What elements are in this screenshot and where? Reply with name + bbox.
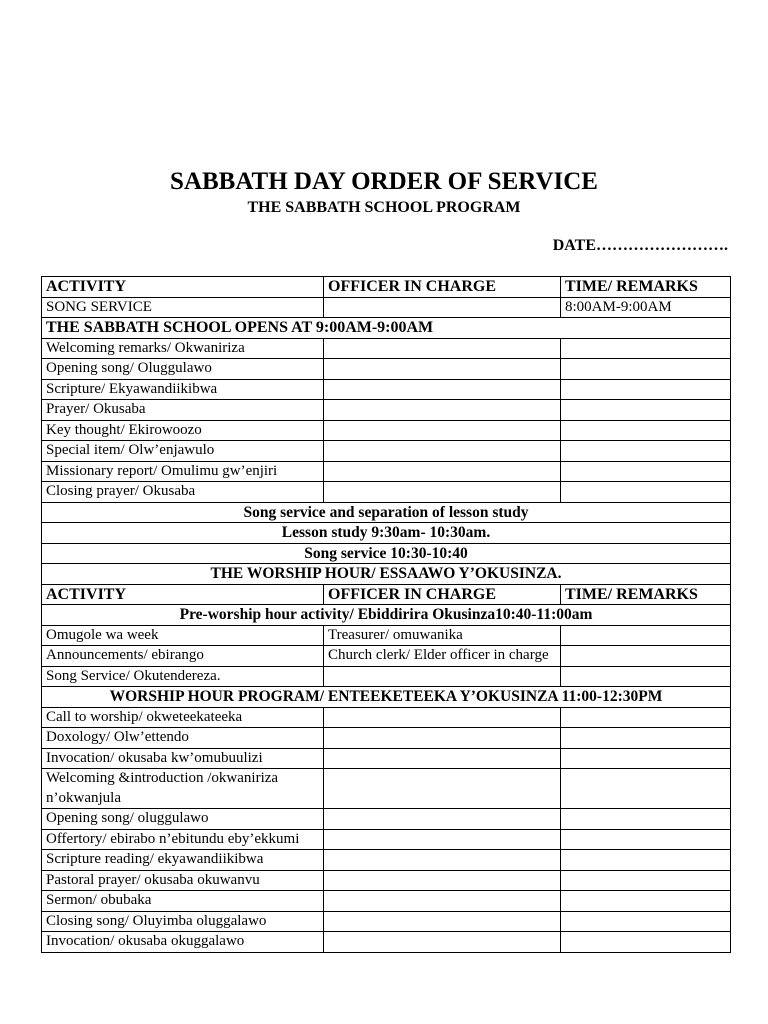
time-cell — [561, 646, 731, 667]
activity-cell: Welcoming &introduction /okwaniriza n’okwanjula — [42, 769, 324, 809]
officer-cell — [324, 891, 561, 912]
table-row — [42, 850, 731, 871]
activity-cell: Closing song/ Oluyimba oluggalawo — [42, 911, 324, 932]
time-cell — [561, 400, 731, 421]
header-activity: ACTIVITY — [42, 584, 324, 605]
time-cell — [561, 891, 731, 912]
date-field: DATE……………………. — [552, 237, 728, 254]
table-row — [42, 728, 731, 749]
time-cell — [561, 625, 731, 646]
activity-cell: Sermon/ obubaka — [42, 891, 324, 912]
section-heading: WORSHIP HOUR PROGRAM/ ENTEEKETEEKA Y’OKUSINZA 11:00-12:30PM — [42, 687, 731, 708]
activity-cell: Closing prayer/ Okusaba — [42, 482, 324, 503]
officer-cell — [324, 441, 561, 462]
section-heading: Song service 10:30-10:40 — [42, 543, 731, 564]
table-row — [42, 769, 731, 809]
officer-cell — [324, 748, 561, 769]
activity-cell: Key thought/ Ekirowoozo — [42, 420, 324, 441]
time-cell — [561, 829, 731, 850]
table-row — [42, 707, 731, 728]
table-row — [42, 441, 731, 462]
activity-cell: Offertory/ ebirabo n’ebitundu eby’ekkumi — [42, 829, 324, 850]
section-row — [42, 543, 731, 564]
officer-cell — [324, 707, 561, 728]
order-of-service-table — [41, 276, 731, 953]
officer-cell — [324, 870, 561, 891]
time-cell — [561, 932, 731, 953]
time-cell — [561, 707, 731, 728]
table-row — [42, 379, 731, 400]
activity-cell: Invocation/ okusaba okuggalawo — [42, 932, 324, 953]
table-row — [42, 461, 731, 482]
officer-cell — [324, 338, 561, 359]
page-title: SABBATH DAY ORDER OF SERVICE — [170, 168, 598, 195]
table-row — [42, 911, 731, 932]
table-row — [42, 297, 731, 318]
officer-cell — [324, 400, 561, 421]
time-cell — [561, 911, 731, 932]
activity-cell: Opening song/ oluggulawo — [42, 809, 324, 830]
officer-cell — [324, 932, 561, 953]
section-heading: Pre-worship hour activity/ Ebiddirira Okusinza10:40-11:00am — [42, 605, 731, 626]
section-row — [42, 318, 731, 339]
table-row — [42, 482, 731, 503]
officer-cell — [324, 420, 561, 441]
officer-cell — [324, 911, 561, 932]
table-row — [42, 400, 731, 421]
section-row — [42, 564, 731, 585]
section-heading: THE SABBATH SCHOOL OPENS AT 9:00AM-9:00AM — [42, 318, 731, 339]
time-cell — [561, 850, 731, 871]
activity-cell: Missionary report/ Omulimu gw’enjiri — [42, 461, 324, 482]
officer-cell — [324, 666, 561, 687]
header-row — [42, 277, 731, 298]
section-heading: THE WORSHIP HOUR/ ESSAAWO Y’OKUSINZA. — [42, 564, 731, 585]
page-subtitle: THE SABBATH SCHOOL PROGRAM — [247, 199, 521, 216]
activity-cell: Announcements/ ebirango — [42, 646, 324, 667]
time-cell — [561, 728, 731, 749]
activity-cell: SONG SERVICE — [42, 297, 324, 318]
time-cell — [561, 338, 731, 359]
officer-cell — [324, 461, 561, 482]
time-cell: 8:00AM-9:00AM — [561, 297, 731, 318]
officer-cell — [324, 809, 561, 830]
table-row — [42, 809, 731, 830]
table-row — [42, 359, 731, 380]
activity-cell: Scripture reading/ ekyawandiikibwa — [42, 850, 324, 871]
activity-cell: Invocation/ okusaba kw’omubuulizi — [42, 748, 324, 769]
time-cell — [561, 441, 731, 462]
table-row — [42, 646, 731, 667]
officer-cell — [324, 297, 561, 318]
time-cell — [561, 809, 731, 830]
activity-cell: Call to worship/ okweteekateeka — [42, 707, 324, 728]
time-cell — [561, 666, 731, 687]
officer-cell — [324, 728, 561, 749]
time-cell — [561, 870, 731, 891]
table-row — [42, 870, 731, 891]
activity-cell: Omugole wa week — [42, 625, 324, 646]
table-row — [42, 338, 731, 359]
table-row — [42, 625, 731, 646]
time-cell — [561, 379, 731, 400]
header-row — [42, 584, 731, 605]
time-cell — [561, 482, 731, 503]
header-time: TIME/ REMARKS — [561, 584, 731, 605]
header-activity: ACTIVITY — [42, 277, 324, 298]
table-row — [42, 666, 731, 687]
section-heading: Song service and separation of lesson study — [42, 502, 731, 523]
activity-cell: Song Service/ Okutendereza. — [42, 666, 324, 687]
activity-cell: Prayer/ Okusaba — [42, 400, 324, 421]
time-cell — [561, 461, 731, 482]
activity-cell: Scripture/ Ekyawandiikibwa — [42, 379, 324, 400]
table-row — [42, 748, 731, 769]
officer-cell — [324, 769, 561, 809]
officer-cell — [324, 829, 561, 850]
time-cell — [561, 359, 731, 380]
table-row — [42, 932, 731, 953]
header-time: TIME/ REMARKS — [561, 277, 731, 298]
activity-cell: Pastoral prayer/ okusaba okuwanvu — [42, 870, 324, 891]
activity-cell: Doxology/ Olw’ettendo — [42, 728, 324, 749]
header-officer: OFFICER IN CHARGE — [324, 277, 561, 298]
table-row — [42, 891, 731, 912]
table-row — [42, 420, 731, 441]
time-cell — [561, 748, 731, 769]
section-row — [42, 502, 731, 523]
officer-cell — [324, 850, 561, 871]
officer-cell: Church clerk/ Elder officer in charge — [324, 646, 561, 667]
section-row — [42, 523, 731, 544]
section-row — [42, 605, 731, 626]
officer-cell — [324, 482, 561, 503]
officer-cell: Treasurer/ omuwanika — [324, 625, 561, 646]
time-cell — [561, 769, 731, 809]
activity-cell: Opening song/ Oluggulawo — [42, 359, 324, 380]
activity-cell: Welcoming remarks/ Okwaniriza — [42, 338, 324, 359]
time-cell — [561, 420, 731, 441]
officer-cell — [324, 379, 561, 400]
officer-cell — [324, 359, 561, 380]
activity-cell: Special item/ Olw’enjawulo — [42, 441, 324, 462]
header-officer: OFFICER IN CHARGE — [324, 584, 561, 605]
section-row — [42, 687, 731, 708]
table-row — [42, 829, 731, 850]
section-heading: Lesson study 9:30am- 10:30am. — [42, 523, 731, 544]
